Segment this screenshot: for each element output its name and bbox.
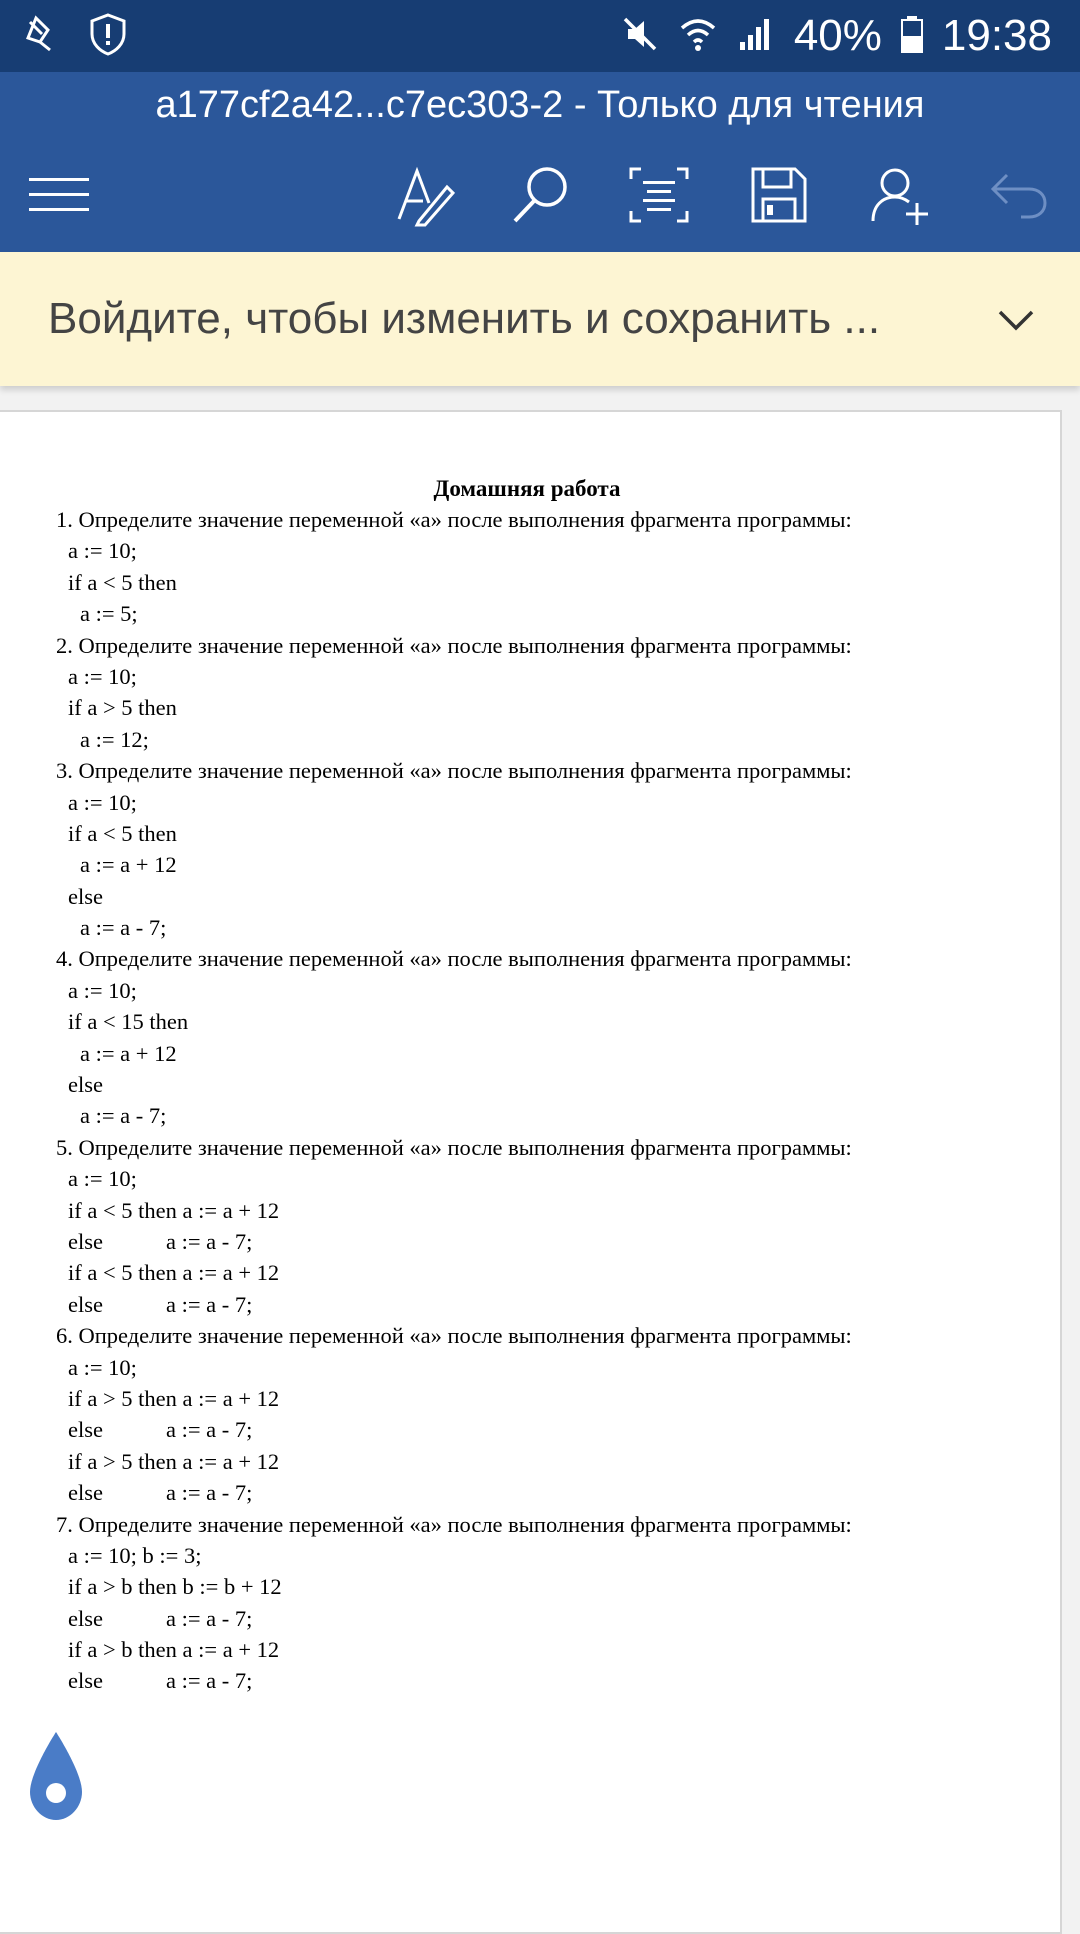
toolbar xyxy=(0,138,1080,252)
task-question: 5. Определите значение переменной «а» после выполнения фрагмента программы: xyxy=(56,1134,852,1160)
search-icon[interactable] xyxy=(504,158,578,232)
code-line: a := 10; xyxy=(68,1354,137,1380)
signal-icon xyxy=(736,14,776,59)
code-line: a := a - 7; xyxy=(80,1103,167,1129)
sign-in-banner-text: Войдите, чтобы изменить и сохранить ... xyxy=(48,294,881,343)
else-keyword: else xyxy=(68,1417,103,1443)
code-line xyxy=(56,1603,852,1634)
code-line xyxy=(56,1665,852,1696)
code-line xyxy=(56,1226,852,1257)
document-page[interactable] xyxy=(0,410,1062,1934)
save-icon[interactable] xyxy=(742,158,816,232)
code-line: if a < 5 then a := a + 12 xyxy=(68,1260,280,1286)
task-question: 7. Определите значение переменной «а» после выполнения фрагмента программы: xyxy=(56,1511,852,1537)
code-line: if a > 5 then a := a + 12 xyxy=(68,1385,280,1411)
code-line: a := 5; xyxy=(80,601,138,627)
code-line xyxy=(56,1477,852,1508)
else-statement: a := a - 7; xyxy=(165,1605,253,1631)
task-question: 1. Определите значение переменной «а» после выполнения фрагмента программы: xyxy=(56,507,852,532)
clock: 19:38 xyxy=(941,11,1052,60)
code-line: else xyxy=(68,1072,103,1098)
else-statement: a := a - 7; xyxy=(165,1417,253,1443)
else-keyword: else xyxy=(68,1605,103,1631)
else-keyword: else xyxy=(68,1668,103,1694)
code-line xyxy=(56,1414,852,1445)
code-line: a := a + 12 xyxy=(80,1040,177,1066)
code-line: if a < 5 then xyxy=(68,569,177,595)
menu-icon[interactable] xyxy=(22,158,96,232)
battery-icon xyxy=(900,14,924,59)
draw-pen-icon[interactable] xyxy=(388,158,462,232)
share-person-icon[interactable] xyxy=(862,158,936,232)
code-line: if a < 5 then a := a + 12 xyxy=(68,1197,280,1223)
mute-icon xyxy=(620,14,660,59)
cleaning-brush-icon xyxy=(22,12,66,61)
task-question: 6. Определите значение переменной «а» после выполнения фрагмента программы: xyxy=(56,1323,852,1349)
code-line: if a > b then b := b + 12 xyxy=(68,1574,282,1600)
else-statement: a := a - 7; xyxy=(165,1291,253,1317)
reading-view-icon[interactable] xyxy=(622,158,696,232)
else-statement: a := a - 7; xyxy=(165,1668,253,1694)
task-question: 3. Определите значение переменной «а» после выполнения фрагмента программы: xyxy=(56,758,852,784)
security-shield-icon xyxy=(88,12,128,61)
code-line: a := 10; xyxy=(68,663,137,689)
code-line: a := 10; xyxy=(68,789,137,815)
code-line: if a > 5 then xyxy=(68,695,177,721)
battery-percent: 40% xyxy=(793,11,882,60)
code-line: if a > b then a := a + 12 xyxy=(68,1637,280,1663)
else-keyword: else xyxy=(68,1228,103,1254)
wifi-icon xyxy=(678,14,718,59)
code-line: if a < 15 then xyxy=(68,1009,189,1035)
else-statement: a := a - 7; xyxy=(165,1480,253,1506)
code-line: a := a - 7; xyxy=(80,915,167,941)
document-heading: Домашняя работа xyxy=(433,476,621,501)
undo-icon[interactable] xyxy=(982,158,1056,232)
code-line: a := 12; xyxy=(80,726,149,752)
else-keyword: else xyxy=(68,1480,103,1506)
task-question: 4. Определите значение переменной «а» после выполнения фрагмента программы: xyxy=(56,946,852,972)
code-line: if a > 5 then a := a + 12 xyxy=(68,1448,280,1474)
code-line: if a < 5 then xyxy=(68,820,177,846)
status-bar xyxy=(0,0,1080,72)
code-line: else xyxy=(68,883,103,909)
cursor-handle-icon[interactable] xyxy=(26,1730,86,1824)
sign-in-banner[interactable] xyxy=(0,252,1080,386)
code-line: a := 10; xyxy=(68,1166,137,1192)
code-line xyxy=(56,1289,852,1320)
else-keyword: else xyxy=(68,1291,103,1317)
chevron-down-icon[interactable] xyxy=(992,296,1040,344)
code-line: a := 10; b := 3; xyxy=(68,1542,202,1568)
code-line: a := 10; xyxy=(68,538,137,564)
code-line: a := a + 12 xyxy=(80,852,177,878)
document-body xyxy=(56,504,852,1697)
code-line: a := 10; xyxy=(68,977,137,1003)
else-statement: a := a - 7; xyxy=(165,1228,253,1254)
document-title: a177cf2a42...c7ec303-2 - Только для чтения xyxy=(0,72,1080,138)
task-question: 2. Определите значение переменной «а» после выполнения фрагмента программы: xyxy=(56,632,852,658)
